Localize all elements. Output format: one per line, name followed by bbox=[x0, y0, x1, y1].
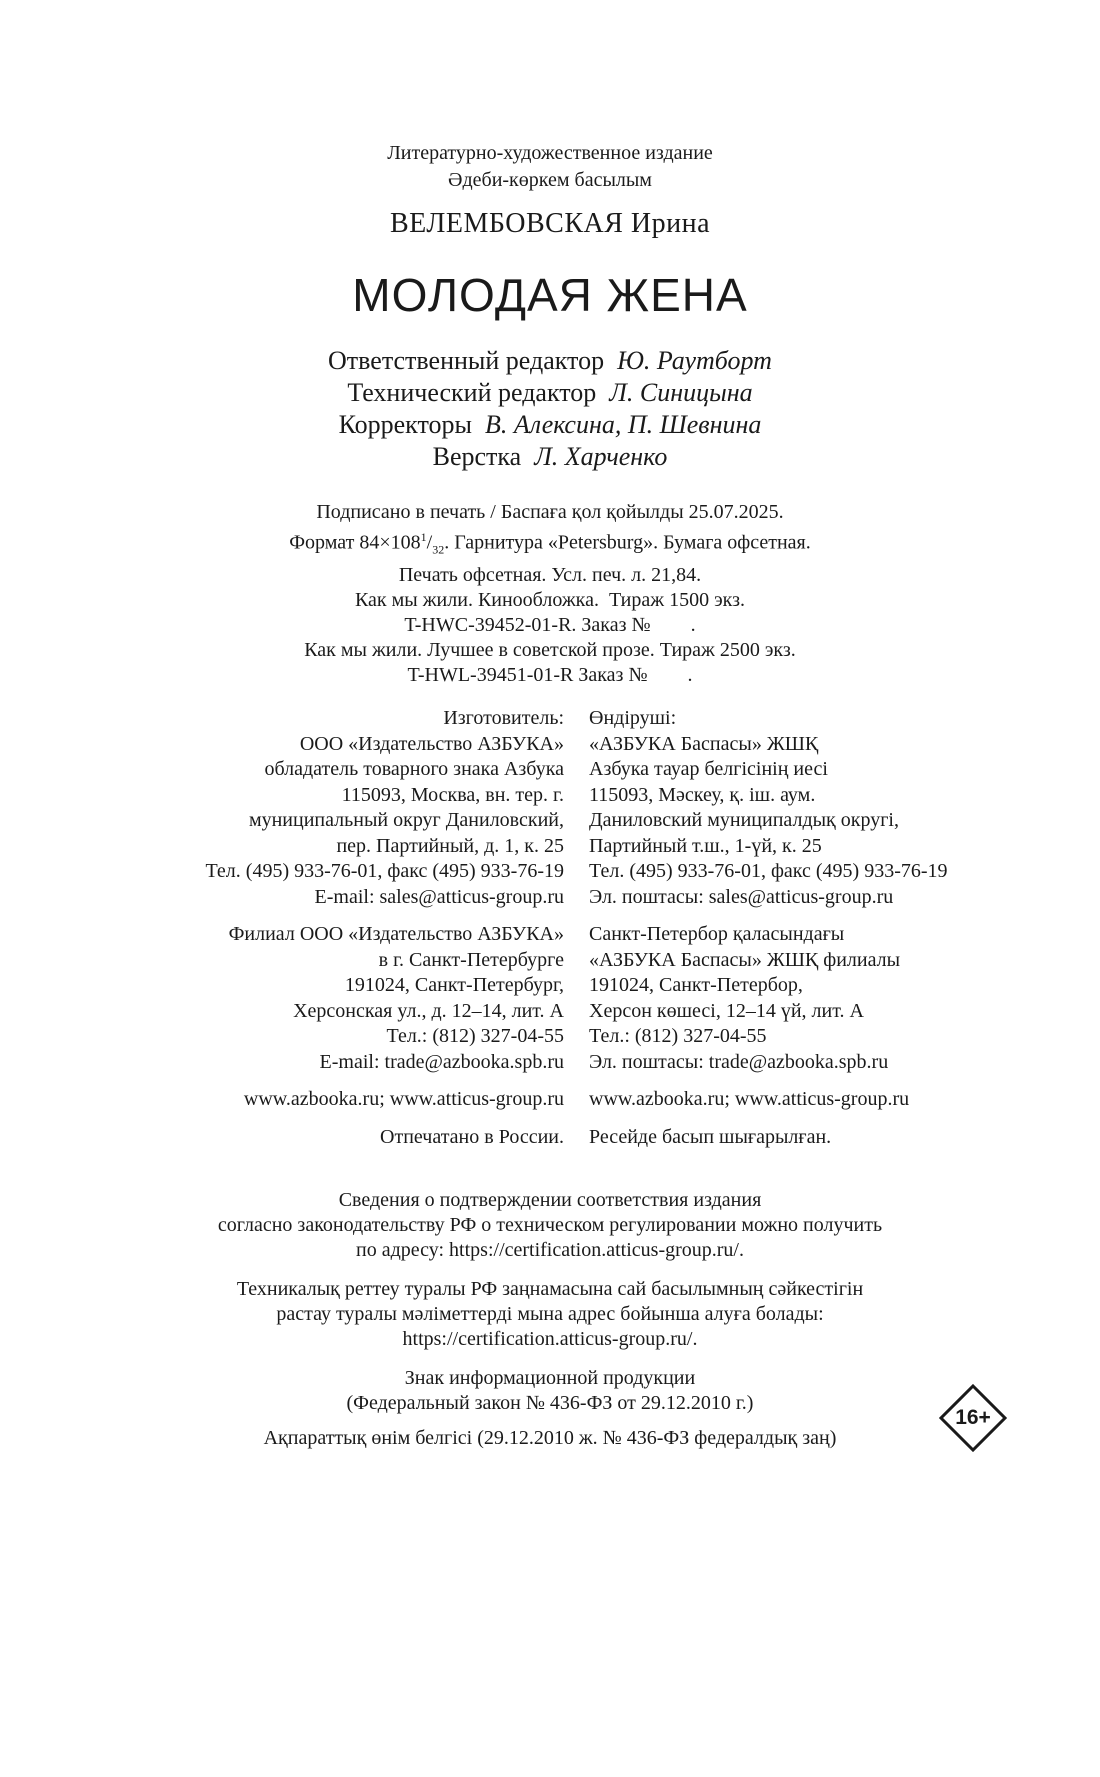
branch-kz-line: Херсон көшесі, 12–14 үй, лит. А bbox=[589, 999, 864, 1022]
info-sign-kz-line: Ақпараттық өнім белгісі (29.12.2010 ж. № 436-ФЗ федералдық заң) bbox=[263, 1427, 837, 1449]
manufacturer-ru-line: пер. Партийный, д. 1, к. 25 bbox=[336, 834, 564, 857]
info-sign-kz bbox=[0, 1426, 1100, 1451]
branch-kz-line: Тел.: (812) 327-04-55 bbox=[589, 1025, 767, 1047]
manufacturer-kz-line: 115093, Мәскеу, қ. іш. аум. bbox=[589, 783, 816, 806]
branch-kz bbox=[589, 922, 1089, 1075]
format-prefix: Формат 84×108 bbox=[289, 531, 421, 554]
info-sign-line: (Федеральный закон № 436-ФЗ от 29.12.2010 г.) bbox=[346, 1392, 754, 1414]
print-details bbox=[0, 500, 1100, 688]
credit-role: Верстка bbox=[432, 442, 522, 471]
credit-line bbox=[0, 409, 1100, 441]
manufacturer-ru-email: E-mail: sales@atticus-group.ru bbox=[314, 885, 564, 908]
certification-block bbox=[0, 1188, 1100, 1451]
printed-kz-block bbox=[589, 1125, 1089, 1151]
manufacturer-kz-line: Өндіруші: bbox=[589, 707, 677, 729]
age-rating-badge: 16+ bbox=[955, 1406, 991, 1429]
manufacturer-kz-line: «АЗБУКА Баспасы» ЖШҚ bbox=[589, 732, 819, 755]
branch-kz-line: 191024, Санкт-Петербор, bbox=[589, 974, 803, 996]
branch-kz-line: Санкт-Петербор қаласындағы bbox=[589, 923, 845, 945]
signed-date: Подписано в печать / Баспаға қол қойылды 25.07.2025. bbox=[316, 501, 784, 523]
certification-ru-line: согласно законодательству РФ о техническом регулировании можно получить bbox=[217, 1214, 883, 1236]
code-line-1: T-HWC-39452-01-R. Заказ № . bbox=[404, 613, 696, 636]
branch-ru-line: в г. Санкт-Петербурге bbox=[378, 948, 564, 971]
code-line-2: T-HWL-39451-01-R Заказ № . bbox=[407, 663, 693, 686]
manufacturer-kz-line: Тел. (495) 933-76-01, факс (495) 933-76-19 bbox=[589, 860, 948, 882]
credit-name: Ю. Раутборт bbox=[617, 346, 772, 375]
credit-name: В. Алексина, П. Шевнина bbox=[484, 410, 762, 439]
manufacturer-ru-line: Изготовитель: bbox=[443, 707, 564, 729]
credit-role: Технический редактор bbox=[347, 378, 597, 407]
print-line: Печать офсетная. Усл. печ. л. 21,84. bbox=[398, 563, 702, 586]
branch-ru-line: Тел.: (812) 327-04-55 bbox=[386, 1025, 564, 1047]
branch-kz-line: «АЗБУКА Баспасы» ЖШҚ филиалы bbox=[589, 948, 901, 971]
credit-name: Л. Синицына bbox=[609, 378, 753, 407]
info-sign-line: Знак информационной продукции bbox=[404, 1367, 696, 1389]
printed-ru-block bbox=[0, 1125, 564, 1151]
manufacturer-ru bbox=[0, 706, 564, 910]
manufacturer-kz-email: Эл. поштасы: sales@atticus-group.ru bbox=[589, 885, 894, 908]
web-ru bbox=[0, 1087, 564, 1113]
branch-ru bbox=[0, 922, 564, 1075]
manufacturer-ru-line: муниципальный округ Даниловский, bbox=[248, 809, 564, 831]
certification-kz-line: Техникалық реттеу туралы РФ заңнамасына сай басылымның сәйкестігін bbox=[236, 1278, 864, 1300]
format-sup: 1 bbox=[420, 530, 427, 544]
web-kz-links: www.azbooka.ru; www.atticus-group.ru bbox=[589, 1088, 910, 1110]
certification-ru bbox=[0, 1188, 1100, 1263]
credit-name: Л. Харченко bbox=[534, 442, 668, 471]
format-suffix: . Гарнитура «Petersburg». Бумага офсетная. bbox=[444, 531, 811, 554]
branch-ru-email: E-mail: trade@azbooka.spb.ru bbox=[319, 1050, 564, 1073]
credit-role: Корректоры bbox=[338, 410, 472, 439]
certification-ru-line: по адресу: https://certification.atticus-group.ru/. bbox=[356, 1239, 744, 1261]
info-sign-ru bbox=[0, 1366, 1100, 1416]
printed-kz: Ресейде басып шығарылған. bbox=[589, 1125, 832, 1148]
credit-line bbox=[0, 377, 1100, 409]
branch-ru-line: Филиал ООО «Издательство АЗБУКА» bbox=[228, 923, 564, 945]
manufacturer-ru-line: ООО «Издательство АЗБУКА» bbox=[299, 732, 564, 755]
book-title: МОЛОДАЯ ЖЕНА bbox=[352, 269, 748, 321]
credit-line bbox=[0, 345, 1100, 377]
manufacturer-ru-line: 115093, Москва, вн. тер. г. bbox=[341, 783, 564, 806]
publisher-ru-column bbox=[0, 706, 564, 1162]
credit-line bbox=[0, 441, 1100, 473]
genre-block bbox=[0, 140, 1100, 194]
author-name: ВЕЛЕМБОВСКАЯ Ирина bbox=[389, 208, 711, 239]
branch-ru-line: Херсонская ул., д. 12–14, лит. А bbox=[293, 999, 564, 1022]
certification-kz-line: растау туралы мәліметтерді мына адрес бойынша алуға болады: bbox=[276, 1303, 824, 1325]
edition-line-1: Как мы жили. Кинообложка. Тираж 1500 экз. bbox=[354, 588, 746, 611]
certification-kz bbox=[0, 1277, 1100, 1352]
manufacturer-kz-line: Партийный т.ш., 1-үй, к. 25 bbox=[589, 834, 822, 857]
branch-ru-line: 191024, Санкт-Петербург, bbox=[344, 974, 564, 996]
genre-kz: Әдеби-көркем басылым bbox=[448, 169, 652, 191]
web-kz bbox=[589, 1087, 1089, 1113]
credit-role: Ответственный редактор bbox=[328, 346, 605, 375]
manufacturer-kz-line: Даниловский муниципалдық округі, bbox=[589, 809, 899, 831]
publisher-kz-column bbox=[589, 706, 1089, 1162]
printed-ru: Отпечатано в России. bbox=[380, 1125, 564, 1148]
certification-kz-line: https://certification.atticus-group.ru/. bbox=[402, 1328, 698, 1350]
web-ru-links: www.azbooka.ru; www.atticus-group.ru bbox=[243, 1088, 564, 1110]
manufacturer-kz-line: Азбука тауар белгісінің иесі bbox=[589, 758, 828, 780]
manufacturer-ru-line: Тел. (495) 933-76-01, факс (495) 933-76-19 bbox=[205, 860, 564, 882]
manufacturer-kz bbox=[589, 706, 1089, 910]
manufacturer-ru-line: обладатель товарного знака Азбука bbox=[264, 758, 564, 780]
branch-kz-email: Эл. поштасы: trade@azbooka.spb.ru bbox=[589, 1050, 889, 1073]
edition-line-2: Как мы жили. Лучшее в советской прозе. Тираж 2500 экз. bbox=[304, 638, 796, 661]
genre-ru: Литературно-художественное издание bbox=[387, 142, 713, 164]
format-sub: 32 bbox=[432, 542, 445, 557]
credits-block bbox=[0, 345, 1100, 473]
format-line: Формат $84\times 108^1/_{32}$. Гарнитура «Petersburg». Бумага офсетная. bbox=[289, 530, 811, 557]
certification-ru-line: Сведения о подтверждении соответствия издания bbox=[338, 1189, 762, 1211]
